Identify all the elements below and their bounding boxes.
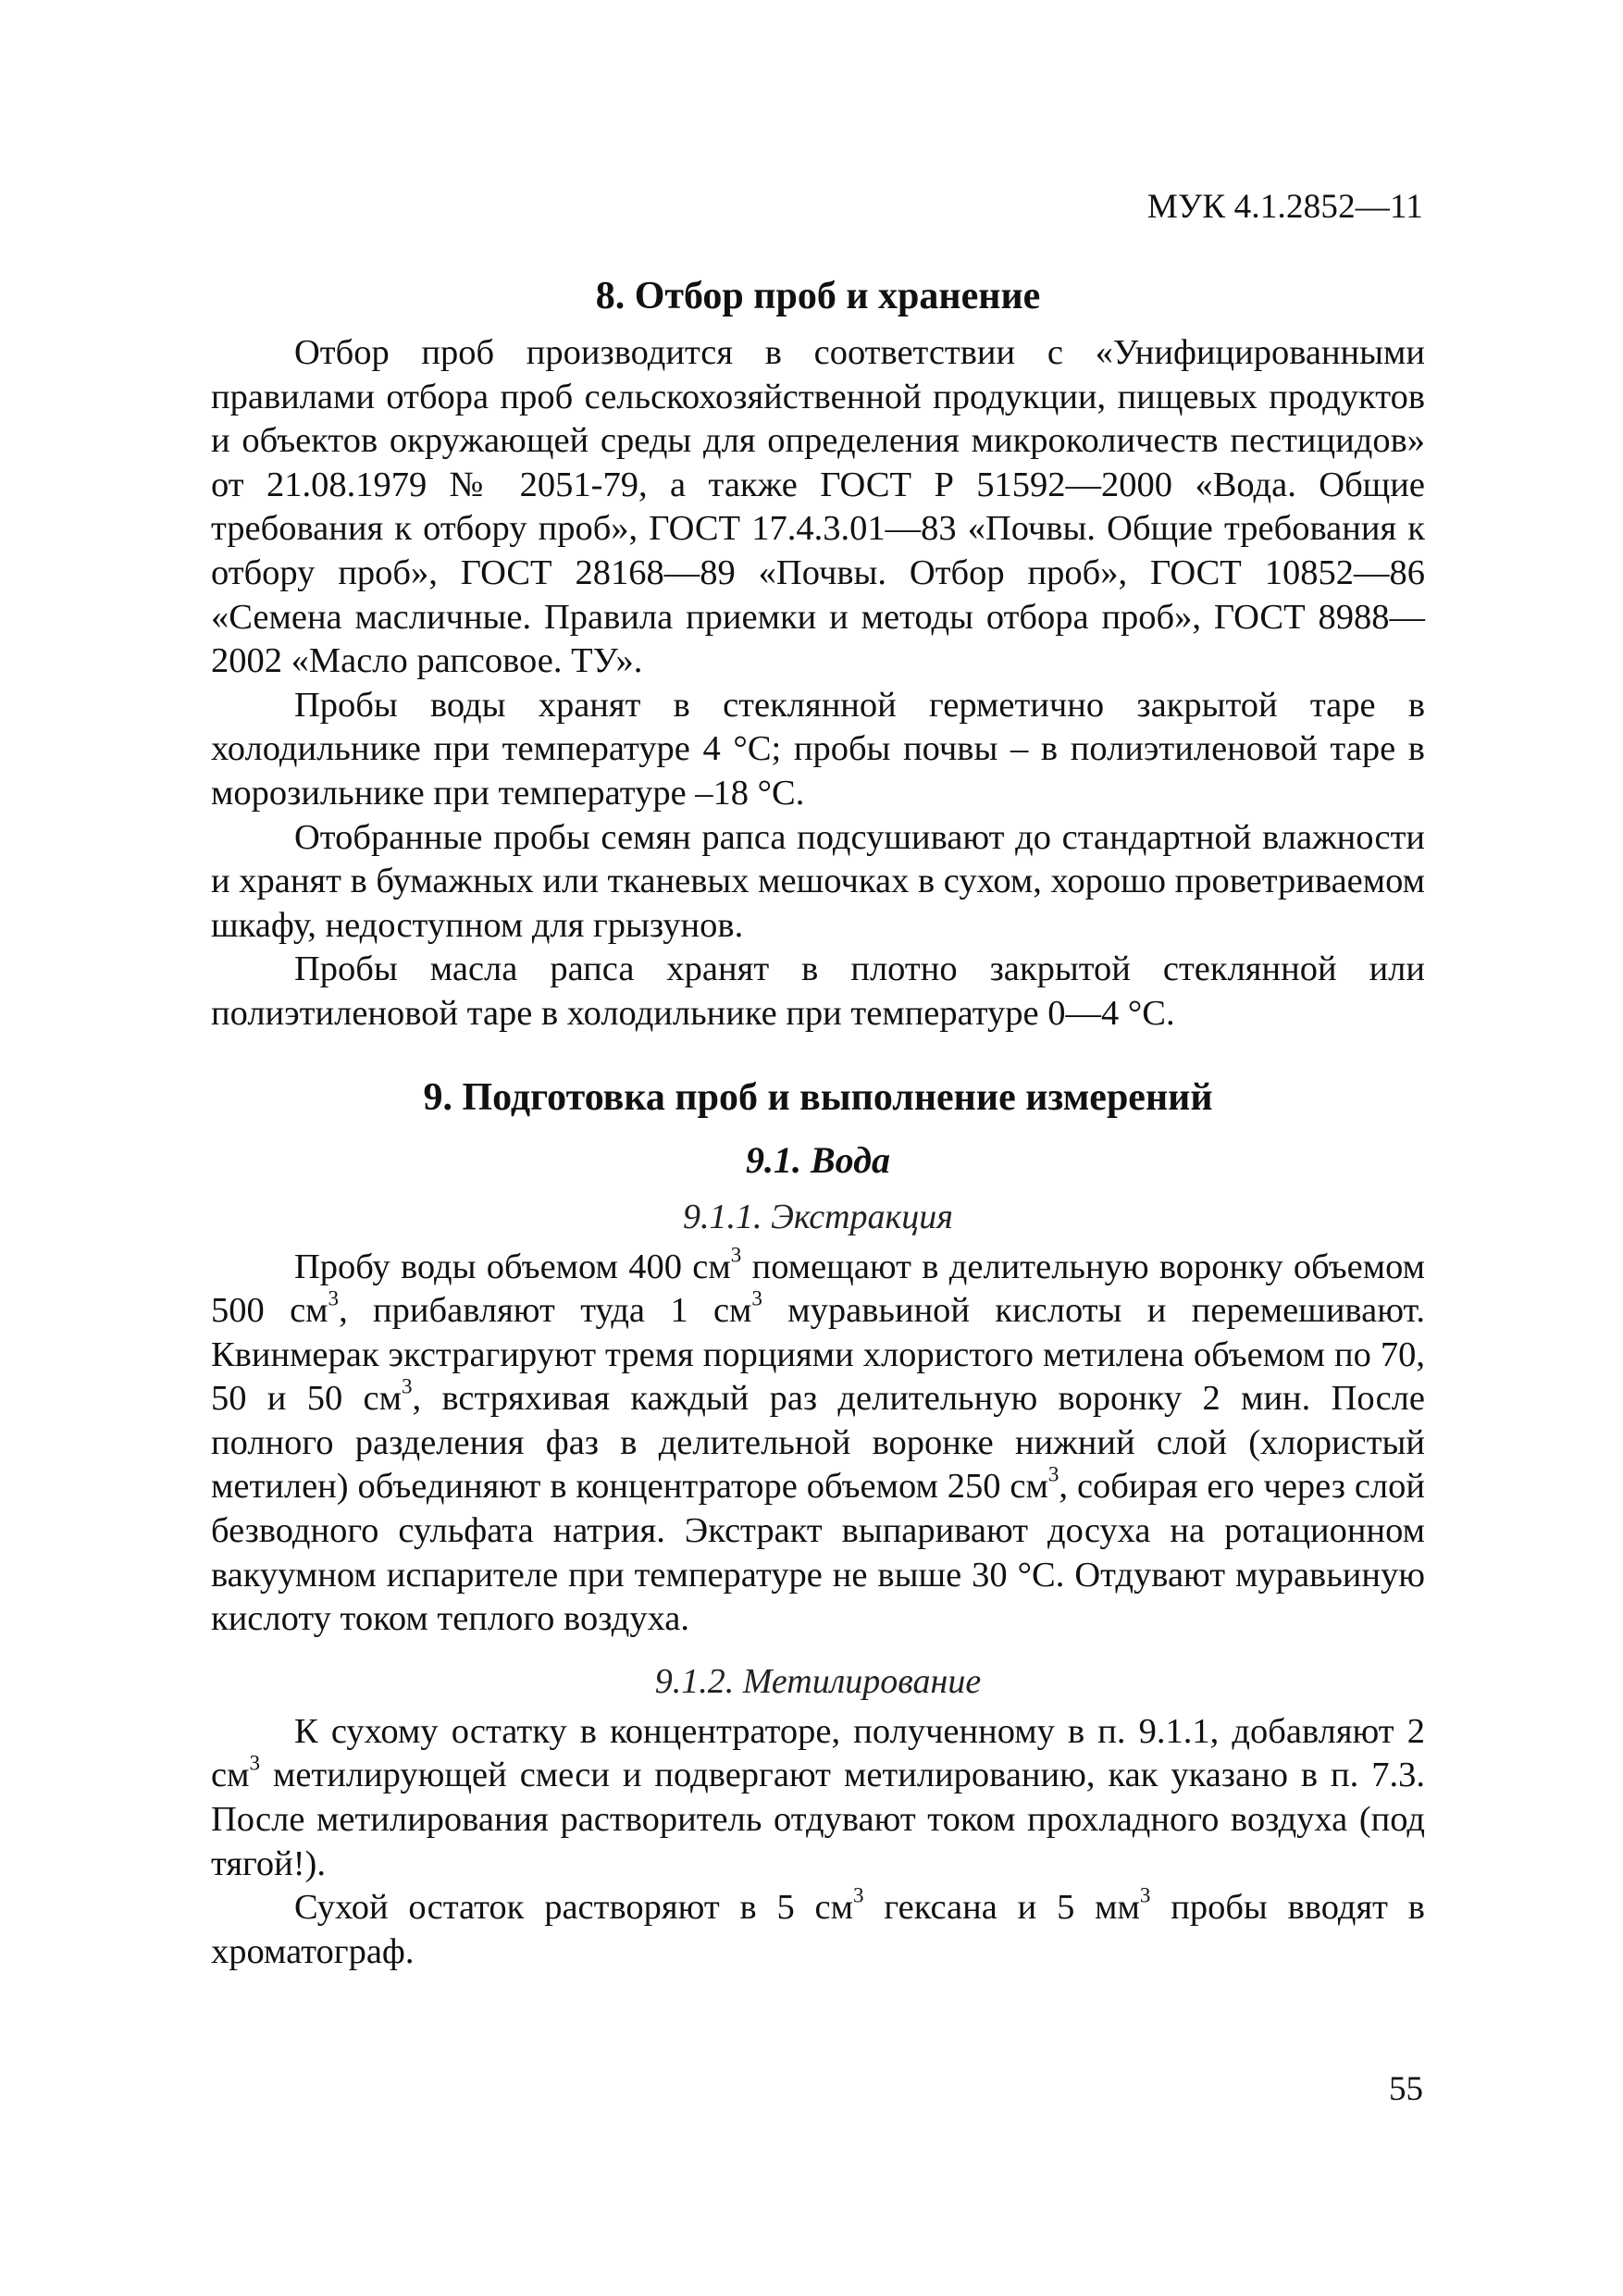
- text-run: К сухому остатку в концентраторе, полученному в п. 9.1.1, добавляют 2 см: [211, 1711, 1425, 1795]
- running-header: МУК 4.1.2852—11: [1146, 188, 1423, 226]
- superscript: 3: [249, 1751, 260, 1776]
- superscript: 3: [401, 1373, 413, 1398]
- text-run: гексана и 5 мм: [863, 1888, 1140, 1928]
- methylation-paragraph-1: [211, 1710, 1425, 1886]
- text-run: Пробу воды объемом 400 см: [294, 1247, 731, 1286]
- text-run: , собирая его через слой безводного сульфата натрия. Экстракт выпаривают досуха на ротационном вакуумном испарителе при температуре не выше 30 °С. Отдувают муравьиную кислоту током теплого воздуха.: [211, 1467, 1425, 1639]
- text-run: помещают в делительную воронку объемом 500 см: [211, 1247, 1425, 1331]
- superscript: 3: [328, 1285, 340, 1310]
- subsection-9-1-1-heading: 9.1.1. Экстракция: [683, 1197, 953, 1236]
- section-8-paragraph-2: Пробы воды хранят в стеклянной герметично закрытой таре в холодильнике при температуре 4 °С; пробы почвы – в полиэтиленовой таре в морозильнике при температуре –18 °С.: [211, 685, 1425, 813]
- extraction-paragraph: [211, 1242, 1426, 1642]
- text-run: метилирующей смеси и подвергают метилированию, как указано в п. 7.3. После метилирования растворитель отдувают током прохладного воздуха (под тягой!).: [211, 1756, 1425, 1883]
- page-body: [211, 270, 1425, 1974]
- text-run: пробы вводят в хроматограф.: [211, 1888, 1425, 1971]
- section-8-paragraph-1: Отбор проб производится в соответствии с «Унифицированными правилами отбора проб сельскохозяйственной продукции, пищевых продуктов и объектов окружающей среды для определения микроколичеств пестицидов» от 21.08.1979 № 2051-79, а также ГОСТ Р 51592—2000 «Вода. Общие требования к отбору проб», ГОСТ 17.4.3.01—83 «Почвы. Общие требования к отбору проб», ГОСТ 28168—89 «Почвы. Отбор проб», ГОСТ 10852—86 «Семена масличные. Правила приемки и методы отбора проб», ГОСТ 8988—2002 «Масло рапсовое. ТУ».: [211, 333, 1425, 681]
- section-9-heading: 9. Подготовка проб и выполнение измерений: [423, 1075, 1213, 1119]
- superscript: 3: [751, 1285, 762, 1310]
- methylation-paragraph-2: [211, 1882, 1425, 1974]
- superscript: 3: [1139, 1882, 1151, 1907]
- text-run: муравьиной кислоты и перемешивают. Квинмерак экстрагируют тремя порциями хлористого метилена объемом по 70, 50 и 50 см: [211, 1291, 1426, 1419]
- page-number: 55: [1389, 2070, 1423, 2108]
- superscript: 3: [853, 1882, 864, 1907]
- text-run: , встряхивая каждый раз делительную воронку 2 мин. После полного разделения фаз в делительной воронке нижний слой (хлористый метилен) объединяют в концентраторе объемом 250 см: [211, 1379, 1425, 1507]
- text-run: , прибавляют туда 1 см: [339, 1291, 752, 1331]
- subsection-9-1-2-heading: 9.1.2. Метилирование: [654, 1661, 982, 1701]
- section-8-paragraph-3: Отобранные пробы семян рапса подсушивают до стандартной влажности и хранят в бумажных или тканевых мешочках в сухом, хорошо проветриваемом шкафу, недоступном для грызунов.: [211, 817, 1425, 945]
- section-8-heading: 8. Отбор проб и хранение: [595, 275, 1041, 317]
- subsection-9-1-heading: 9.1. Вода: [746, 1138, 890, 1181]
- superscript: 3: [1047, 1462, 1059, 1487]
- superscript: 3: [730, 1242, 742, 1267]
- section-8-paragraph-4: Пробы масла рапса хранят в плотно закрытой стеклянной или полиэтиленовой таре в холодильнике при температуре 0—4 °С.: [211, 949, 1425, 1033]
- text-run: Сухой остаток растворяют в 5 см: [294, 1888, 853, 1928]
